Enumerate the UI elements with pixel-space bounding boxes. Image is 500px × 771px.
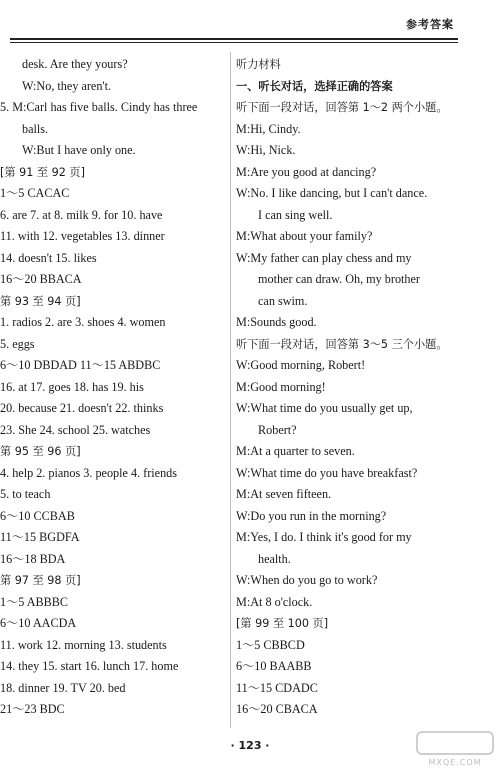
- text-line: W:Good morning, Robert!: [236, 358, 366, 372]
- right-column: [236, 54, 468, 721]
- text-line: M:At 8 o'clock.: [236, 594, 313, 609]
- text-line: W:Hi, Nick.: [236, 143, 296, 157]
- text-line: W:What time do you have breakfast?: [236, 465, 418, 480]
- text-line: M:Hi, Cindy.: [236, 121, 301, 136]
- text-line: M:What about your family?: [236, 229, 373, 243]
- text-line: 16. at 17. goes 18. has 19. his: [0, 379, 144, 394]
- text-line: 16～20 CBACA: [236, 702, 318, 716]
- text-line: 1～5 ABBBC: [0, 594, 69, 609]
- text-line: health.: [258, 551, 291, 566]
- page-number: · 123 ·: [230, 739, 270, 752]
- text-line: 1. radios 2. are 3. shoes 4. women: [0, 315, 166, 329]
- column-divider: [230, 52, 231, 728]
- text-line: 听下面一段对话，回答第 3～5 三个小题。: [236, 337, 448, 351]
- text-line: M:Are you good at dancing?: [236, 164, 377, 179]
- text-line: 11～15 CDADC: [236, 680, 318, 695]
- text-line: M:At a quarter to seven.: [236, 444, 355, 458]
- text-line: 16～20 BBACA: [0, 272, 82, 286]
- text-line: M:At seven fifteen.: [236, 487, 332, 501]
- text-line: M:Good morning!: [236, 379, 326, 394]
- text-line: 14. doesn't 15. likes: [0, 250, 97, 265]
- text-line: 21～23 BDC: [0, 702, 65, 716]
- text-line: Robert?: [258, 422, 297, 437]
- text-line: 第 97 至 98 页]: [0, 574, 81, 587]
- text-line: mother can draw. Oh, my brother: [258, 272, 420, 286]
- text-line: W:My father can play chess and my: [236, 250, 412, 265]
- text-line: 第 93 至 94 页]: [0, 294, 81, 308]
- text-line: M:Yes, I do. I think it's good for my: [236, 530, 412, 544]
- text-line: 6～10 CCBAB: [0, 508, 75, 523]
- text-line: W:Do you run in the morning?: [236, 508, 387, 523]
- text-line: 11. work 12. morning 13. students: [0, 637, 167, 652]
- watermark-logo-icon: [416, 731, 494, 755]
- text-line: 11～15 BGDFA: [0, 530, 80, 544]
- text-line: [第 99 至 100 页]: [236, 617, 329, 630]
- text-line: 11. with 12. vegetables 13. dinner: [0, 229, 165, 243]
- text-line: 18. dinner 19. TV 20. bed: [0, 680, 126, 695]
- text-line: 5. eggs: [0, 336, 35, 351]
- text-line: 6. are 7. at 8. milk 9. for 10. have: [0, 207, 163, 222]
- text-line: W:What time do you usually get up,: [236, 401, 413, 415]
- text-line: 5. to teach: [0, 487, 51, 501]
- text-line: can swim.: [258, 293, 308, 308]
- text-line: [第 91 至 92 页]: [0, 165, 85, 179]
- text-line: W:But I have only one.: [22, 143, 136, 157]
- text-line: 14. they 15. start 16. lunch 17. home: [0, 659, 179, 673]
- text-line: 1～5 CACAC: [0, 186, 70, 200]
- text-line: 6～10 AACDA: [0, 616, 77, 630]
- left-column: [0, 54, 222, 721]
- text-line: 6～10 BAABB: [236, 659, 312, 673]
- text-line: 23. She 24. school 25. watches: [0, 422, 151, 437]
- text-line: I can sing well.: [258, 207, 333, 222]
- text-line: 16～18 BDA: [0, 551, 66, 566]
- text-line: W:No, they aren't.: [22, 78, 112, 93]
- header-rule-thick: [10, 38, 458, 40]
- header-rule-thin: [10, 42, 458, 43]
- text-line: 听力材料: [236, 58, 281, 71]
- text-line: 1～5 CBBCD: [236, 637, 305, 652]
- text-line: 20. because 21. doesn't 22. thinks: [0, 401, 164, 415]
- text-line: 听下面一段对话，回答第 1～2 两个小题。: [236, 101, 448, 114]
- text-line: M:Sounds good.: [236, 315, 317, 329]
- page-header-title: 参考答案: [406, 18, 454, 31]
- text-line: W:When do you go to work?: [236, 573, 378, 587]
- text-line: W:No. I like dancing, but I can't dance.: [236, 186, 428, 200]
- text-line: 4. help 2. pianos 3. people 4. friends: [0, 465, 178, 480]
- watermark-text: MXQE.COM: [428, 758, 482, 767]
- text-line: desk. Are they yours?: [22, 57, 128, 71]
- text-line: 第 95 至 96 页]: [0, 445, 81, 458]
- text-line: 一、听长对话，选择正确的答案: [236, 79, 393, 93]
- text-line: 5. M:Carl has five balls. Cindy has three: [0, 100, 198, 114]
- watermark: [416, 731, 494, 767]
- text-line: 6～10 DBDAD 11～15 ABDBC: [0, 358, 161, 372]
- text-line: balls.: [22, 121, 49, 136]
